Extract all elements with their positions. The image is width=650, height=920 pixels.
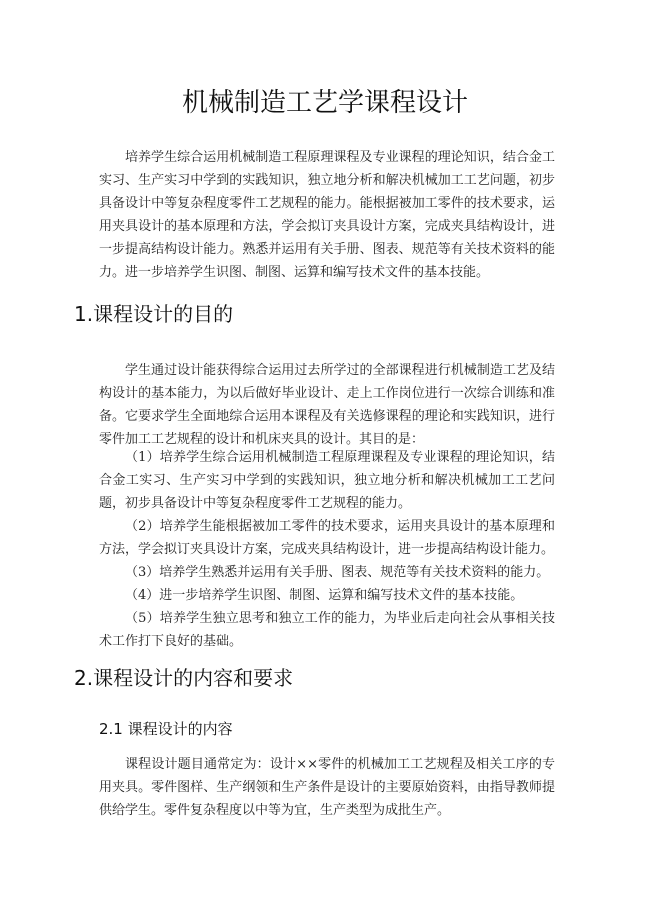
list-item: （3）培养学生熟悉并运用有关手册、图表、规范等有关技术资料的能力。 xyxy=(125,565,550,580)
list-item: （2）培养学生能根据被加工零件的技术要求，运用夹具设计的基本原理和方法，学会拟订夹具设计方案，完成夹具结构设计，进一步提高结构设计能力。 xyxy=(99,519,555,557)
list-item: （5）培养学生独立思考和独立工作的能力，为毕业后走向社会从事相关技术工作打下良好的基础。 xyxy=(99,611,555,649)
section-2-1-heading: 2.1 课程设计的内容 xyxy=(99,720,233,738)
list-item: （4）进一步培养学生识图、制图、运算和编写技术文件的基本技能。 xyxy=(125,588,524,603)
intro-paragraph: 培养学生综合运用机械制造工程原理课程及专业课程的理论知识，结合金工实习、生产实习中学到的实践知识，独立地分析和解决机械加工工艺问题，初步具备设计中等复杂程度零件工艺规程的能力。能根据被加工零件的技术要求，运用夹具设计的基本原理和方法，学会拟订夹具设计方案，完成夹具结构设计，进一步提高结构设计能力。熟悉并运用有关手册、图表、规范等有关技术资料的能力。进一步培养学生识图、制图、运算和编写技术文件的基本技能。 xyxy=(99,150,555,280)
section-2-heading: 2.课程设计的内容和要求 xyxy=(74,666,294,690)
section-1-heading: 1.课程设计的目的 xyxy=(74,302,234,326)
section-2-1-paragraph: 课程设计题目通常定为：设计××零件的机械加工工艺规程及相关工序的专用夹具。零件图样、生产纲领和生产条件是设计的主要原始资料，由指导教师提供给学生。零件复杂程度以中等为宜，生产类型为成批生产。 xyxy=(99,757,555,818)
section-1-paragraph: 学生通过设计能获得综合运用过去所学过的全部课程进行机械制造工艺及结构设计的基本能力，为以后做好毕业设计、走上工作岗位进行一次综合训练和准备。它要求学生全面地综合运用本课程及有关选修课程的理论和实践知识，进行零件加工工艺规程的设计和机床夹具的设计。其目的是： xyxy=(99,363,555,447)
list-item: （1）培养学生综合运用机械制造工程原理课程及专业课程的理论知识，结合金工实习、生产实习中学到的实践知识，独立地分析和解决机械加工工艺问题，初步具备设计中等复杂程度零件工艺规程的能力。 xyxy=(99,450,555,511)
document-title: 机械制造工艺学课程设计 xyxy=(181,88,468,118)
objectives-list xyxy=(99,446,555,653)
